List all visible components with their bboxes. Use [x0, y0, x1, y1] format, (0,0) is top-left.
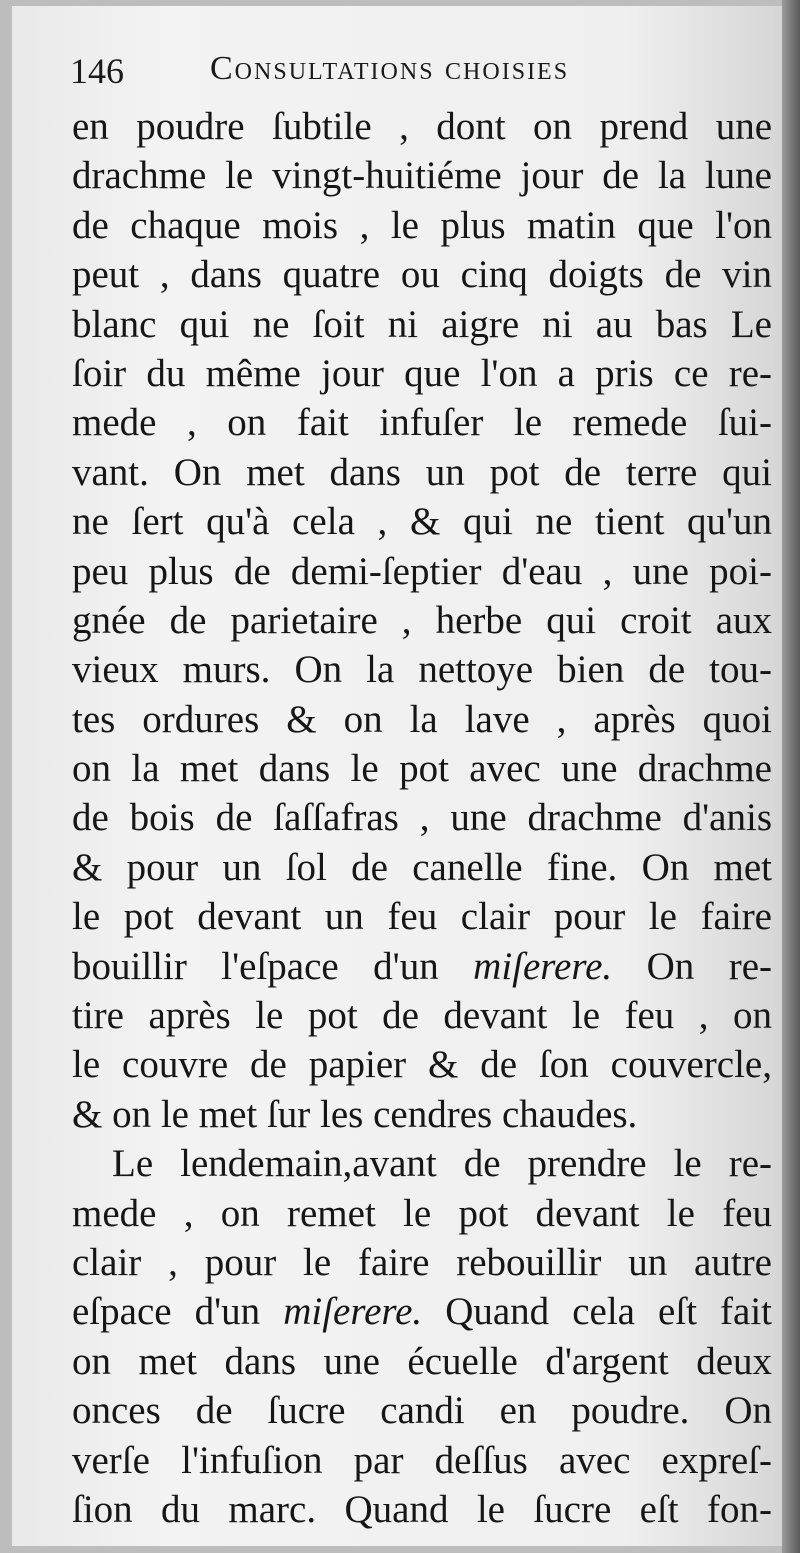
text-run: Quand cela eſt fait	[422, 1290, 772, 1334]
text-run: bouillir l'eſpace d'un	[72, 944, 439, 988]
text-line: blanc qui ne ſoit ni aigre ni au bas Le	[72, 302, 772, 346]
body-text	[72, 102, 772, 1534]
text-line: peut , dans quatre ou cinq doigts de vin	[72, 253, 772, 297]
page-number: 146	[70, 51, 124, 91]
text-line: & pour un ſol de canelle fine. On met	[72, 845, 772, 889]
paragraph-start-line: Le lendemain,avant de prendre le re-	[112, 1142, 772, 1186]
text-line: de chaque mois , le plus matin que l'on	[72, 203, 772, 247]
text-line-with-italic	[72, 1287, 772, 1336]
text-line: drachme le vingt-huitiéme jour de la lune	[72, 154, 772, 198]
text-line: clair , pour le faire rebouillir un autre	[72, 1240, 772, 1284]
text-line: peu plus de demi-ſeptier d'eau , une poi-	[72, 549, 772, 593]
text-line: mede , on remet le pot devant le feu	[72, 1191, 772, 1235]
text-run: eſpace d'un	[72, 1290, 261, 1334]
text-line: onces de ſucre candi en poudre. On	[72, 1389, 772, 1433]
text-line: tes ordures & on la lave , après quoi	[72, 697, 772, 741]
page-shadow-edge	[782, 0, 800, 1553]
text-line: on met dans une écuelle d'argent deux	[72, 1339, 772, 1383]
text-line: ſoir du même jour que l'on a pris ce re-	[72, 351, 772, 395]
running-head	[70, 50, 770, 100]
book-page	[12, 6, 782, 1546]
text-line: tire après le pot de devant le feu , on	[72, 994, 772, 1038]
italic-word: miſerere.	[473, 944, 613, 988]
text-line: ne ſert qu'à cela , & qui ne tient qu'un	[72, 500, 772, 544]
text-line: en poudre ſubtile , dont on prend une	[72, 105, 772, 148]
text-line: on la met dans le pot avec une drachme	[72, 747, 772, 791]
text-line-with-italic	[72, 942, 772, 991]
running-title: Consultations choisies	[210, 50, 570, 87]
text-run: On re-	[612, 944, 772, 988]
text-line: vieux murs. On la nettoye bien de tou-	[72, 648, 772, 692]
text-line: ſion du marc. Quand le ſucre eſt fon-	[72, 1487, 772, 1531]
text-line: le pot devant un feu clair pour le faire	[72, 895, 772, 939]
text-line: mede , on fait infuſer le remede ſui-	[72, 401, 772, 445]
text-line: de bois de ſaſſafras , une drachme d'anis	[72, 796, 772, 840]
text-line: verſe l'infuſion par deſſus avec expreſ-	[72, 1438, 772, 1482]
text-line: vant. On met dans un pot de terre qui	[72, 450, 772, 494]
italic-word: miſerere.	[283, 1290, 423, 1334]
text-line: gnée de parietaire , herbe qui croit aux	[72, 598, 772, 642]
text-line: le couvre de papier & de ſon couvercle,	[72, 1043, 772, 1087]
text-line: & on le met ſur les cendres chaudes.	[72, 1092, 638, 1136]
